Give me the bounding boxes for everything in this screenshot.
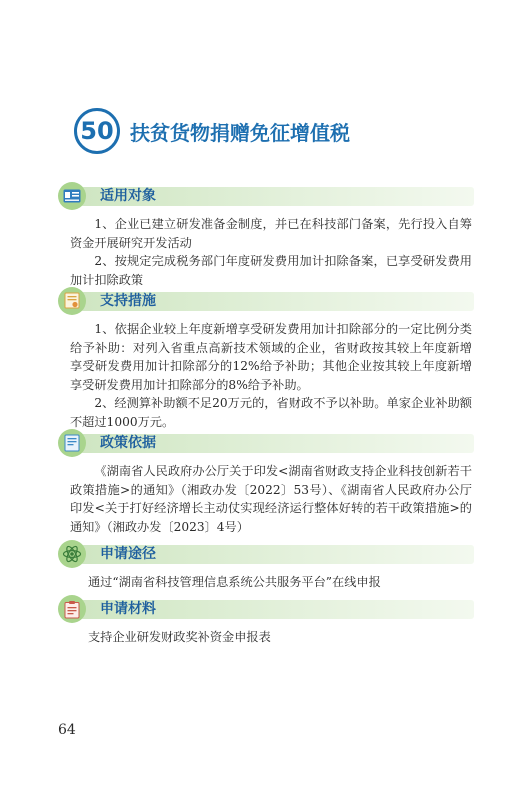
section-application-materials	[58, 598, 474, 647]
clipboard-icon	[58, 595, 86, 623]
section-heading	[58, 543, 474, 567]
title-number-badge: 50	[74, 108, 120, 154]
paragraph: 2、经测算补助额不足20万元的，省财政不予以补助。单家企业补助额不超过1000万元。	[70, 396, 472, 429]
section-title: 适用对象	[100, 188, 156, 204]
paragraph: 1、企业已建立研发准备金制度，并已在科技部门备案，先行投入自筹资金开展研究开发活动	[70, 217, 472, 250]
certificate-icon	[58, 287, 86, 315]
section-title: 申请途径	[100, 546, 156, 562]
section-heading	[58, 185, 474, 209]
section-title: 支持措施	[100, 293, 156, 309]
section-support-measures	[58, 290, 474, 431]
paragraph: 支持企业研发财政奖补资金申报表	[88, 630, 271, 644]
document-icon	[58, 429, 86, 457]
section-policy-basis	[58, 432, 474, 536]
page-number: 64	[58, 722, 76, 738]
paragraph: 1、依据企业较上年度新增享受研发费用加计扣除部分的一定比例分类给予补助：对列入省重点高新技术领域的企业，省财政按其较上年度新增享受研发费用加计扣除部分的12%给予补助；其他企业按其较上年度新增享受研发费用加计扣除部分的8%给予补助。	[70, 322, 472, 392]
section-heading	[58, 290, 474, 314]
section-applicable-objects	[58, 185, 474, 289]
title-text: 扶贫货物捐赠免征增值税	[130, 120, 350, 145]
section-application-channel	[58, 543, 474, 592]
section-title: 政策依据	[100, 435, 156, 451]
paragraph: 《湖南省人民政府办公厅关于印发<湖南省财政支持企业科技创新若干政策措施>的通知》（湘政办发〔2022〕53号）、《湖南省人民政府办公厅印发<关于打好经济增长主动仗实现经济运行整体好转的若干政策措施>的通知》（湘政办发〔2023〕4号）	[70, 464, 472, 534]
paragraph: 通过“湖南省科技管理信息系统公共服务平台”在线申报	[88, 575, 381, 589]
id-card-icon	[58, 182, 86, 210]
section-title: 申请材料	[100, 601, 156, 617]
atom-icon	[58, 540, 86, 568]
page-title	[74, 104, 350, 158]
section-heading	[58, 432, 474, 456]
paragraph: 2、按规定完成税务部门年度研发费用加计扣除备案，已享受研发费用加计扣除政策	[70, 254, 472, 287]
section-heading	[58, 598, 474, 622]
